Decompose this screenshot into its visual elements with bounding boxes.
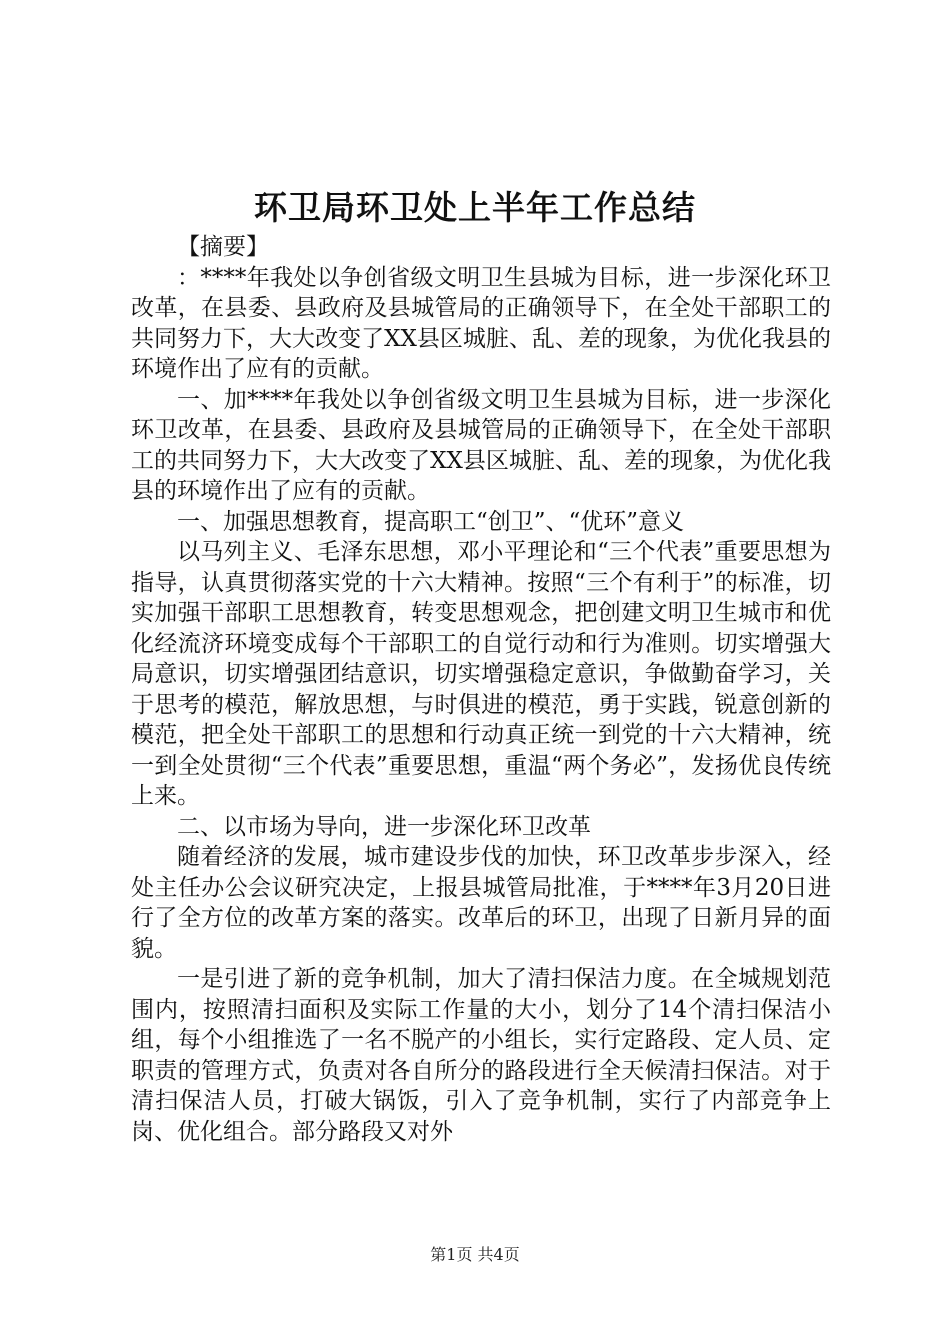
paragraph: 一、加****年我处以争创省级文明卫生县城为目标，进一步深化环卫改革，在县委、县政府及县城管局的正确领导下，在全处干部职工的共同努力下，大大改变了XX县区城脏、乱、差的现象，为优化我县的环境作出了应有的贡献。 <box>131 386 831 504</box>
section-heading: 二、以市场为导向，进一步深化环卫改革 <box>177 813 591 840</box>
paragraph: 以马列主义、毛泽东思想，邓小平理论和“三个代表”重要思想为指导，认真贯彻落实党的十六大精神。按照“三个有利于”的标准，切实加强干部职工思想教育，转变思想观念，把创建文明卫生城市和优化经流济环境变成每个干部职工的自觉行动和行为准则。切实增强大局意识，切实增强团结意识，切实增强稳定意识，争做勤奋学习，关于思考的模范，解放思想，与时俱进的模范，勇于实践，锐意创新的模范，把全处干部职工的思想和行动真正统一到党的十六大精神，统一到全处贯彻“三个代表”重要思想，重温“两个务必”，发扬优良传统上来。 <box>131 539 831 809</box>
section-heading: 一、加强思想教育，提高职工“创卫”、“优环”意义 <box>177 508 685 535</box>
document-title: 环卫局环卫处上半年工作总结 <box>254 188 696 227</box>
page-footer: 第1页 共4页 <box>430 1245 520 1264</box>
abstract-heading: 【摘要】 <box>177 234 269 260</box>
paragraph: ：****年我处以争创省级文明卫生县城为目标，进一步深化环卫改革，在县委、县政府及县城管局的正确领导下，在全处干部职工的共同努力下，大大改变了XX县区城脏、乱、差的现象，为优化我县的环境作出了应有的贡献。 <box>131 264 831 382</box>
paragraph: 随着经济的发展，城市建设步伐的加快，环卫改革步步深入，经处主任办公会议研究决定，上报县城管局批准，于****年3月20日进行了全方位的改革方案的落实。改革后的环卫，出现了日新月异的面貌。 <box>131 844 831 962</box>
document-body <box>131 232 831 1147</box>
paragraph: 一是引进了新的竞争机制，加大了清扫保洁力度。在全城规划范围内，按照清扫面积及实际工作量的大小，划分了14个清扫保洁小组，每个小组推选了一名不脱产的小组长，实行定路段、定人员、定职责的管理方式，负责对各自所分的路段进行全天候清扫保洁。对于清扫保洁人员，打破大锅饭，引入了竞争机制，实行了内部竞争上岗、优化组合。部分路段又对外 <box>131 966 831 1145</box>
